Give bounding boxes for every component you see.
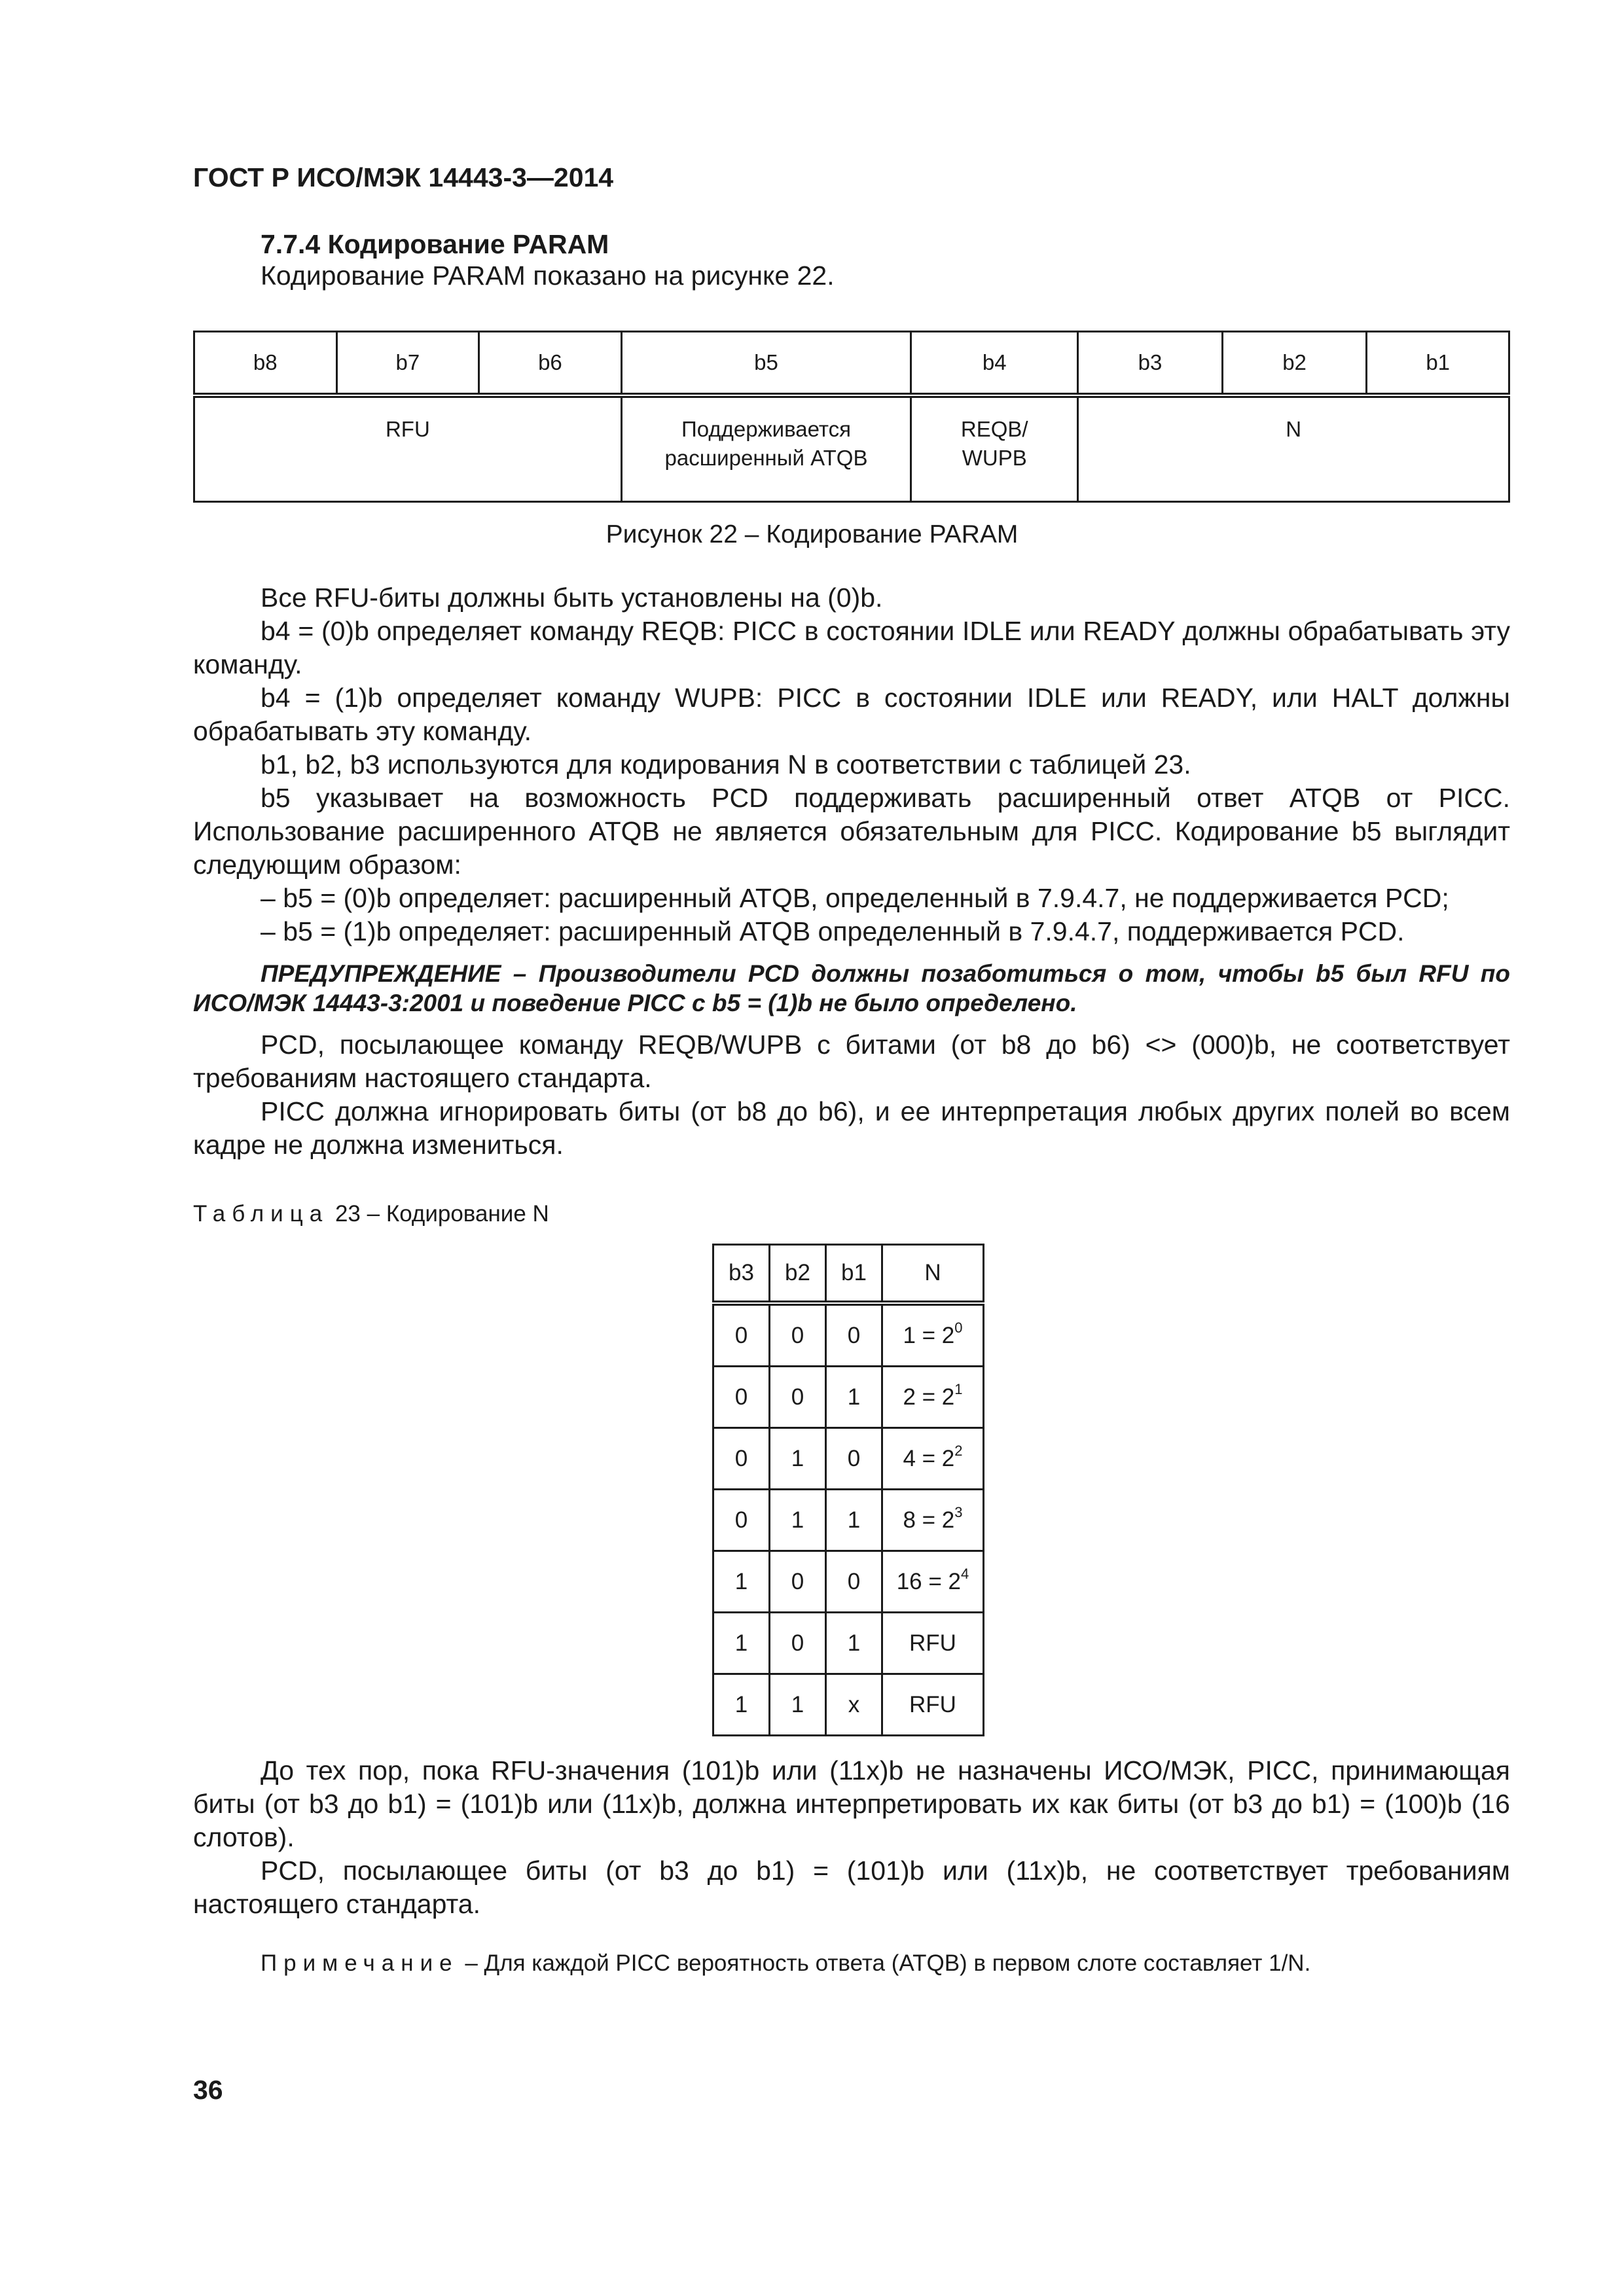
b4-cell xyxy=(911,395,1078,502)
n-exponent: 0 xyxy=(954,1319,963,1336)
cell-n xyxy=(882,1490,984,1551)
figure-caption: Рисунок 22 – Кодирование PARAM xyxy=(605,520,1019,548)
cell-b1: 1 xyxy=(826,1613,882,1674)
cell-b2: 0 xyxy=(770,1613,826,1674)
cell-b1: 1 xyxy=(826,1490,882,1551)
table-header-row xyxy=(713,1245,984,1304)
section-title: 7.7.4 Кодирование PARAM xyxy=(261,229,609,259)
cell-b3: 1 xyxy=(713,1613,770,1674)
table-caption-text: 23 – Кодирование N xyxy=(334,1201,549,1227)
cell-b3: 1 xyxy=(713,1674,770,1736)
header-cell-b3: b3 xyxy=(1078,332,1223,396)
n-exponent: 2 xyxy=(954,1442,963,1459)
n-exponent: 1 xyxy=(954,1380,963,1397)
param-coding-table xyxy=(193,331,1510,503)
paragraph: b4 = (1)b определяет команду WUPB: PICC в состоянии IDLE или READY, или HALT должны обрабатывать эту команду. xyxy=(193,683,1510,746)
header-cell-b4: b4 xyxy=(911,332,1078,396)
table-row xyxy=(713,1490,984,1551)
cell-b1: 1 xyxy=(826,1367,882,1428)
b5-line1: Поддерживается xyxy=(681,417,851,441)
cell-n: RFU xyxy=(882,1613,984,1674)
page-number: 36 xyxy=(193,2075,223,2105)
cell-b1: 0 xyxy=(826,1428,882,1490)
cell-b3: 1 xyxy=(713,1551,770,1613)
cell-b3: 0 xyxy=(713,1428,770,1490)
paragraph: До тех пор, пока RFU-значения (101)b или (11x)b не назначены ИСО/МЭК, PICC, принимающая биты (от b3 до b1) = (101)b или (11x)b, должна интерпретировать их как биты (от b3 до b1) = (100)b (16 слотов). xyxy=(193,1755,1510,1852)
cell-n xyxy=(882,1303,984,1367)
section-intro: Кодирование PARAM показано на рисунке 22. xyxy=(261,260,835,291)
cell-b3: 0 xyxy=(713,1303,770,1367)
n-exponent: 4 xyxy=(961,1565,969,1582)
cell-b2: 1 xyxy=(770,1674,826,1736)
paragraph: PCD, посылающее команду REQB/WUPB с битами (от b8 до b6) <> (000)b, не соответствует требованиям настоящего стандарта. xyxy=(193,1030,1510,1093)
header-cell-b1: b1 xyxy=(826,1245,882,1304)
header-cell-b2: b2 xyxy=(770,1245,826,1304)
table-row xyxy=(713,1551,984,1613)
cell-b1: x xyxy=(826,1674,882,1736)
header-cell-b7: b7 xyxy=(336,332,479,396)
header-cell-b2: b2 xyxy=(1222,332,1367,396)
cell-b1: 0 xyxy=(826,1551,882,1613)
b4-line1: REQB/ xyxy=(960,417,1028,441)
cell-n xyxy=(882,1428,984,1490)
b4-line2: WUPB xyxy=(962,446,1027,470)
n-value: 4 = 2 xyxy=(903,1445,955,1471)
dash-list-item: – b5 = (0)b определяет: расширенный ATQB, определенный в 7.9.4.7, не поддерживается PCD; xyxy=(261,883,1449,913)
header-cell-b8: b8 xyxy=(194,332,337,396)
table-caption xyxy=(193,1201,549,1227)
table-row xyxy=(713,1428,984,1490)
table-row xyxy=(713,1367,984,1428)
header-cell-b5: b5 xyxy=(621,332,911,396)
header-cell-n: N xyxy=(882,1245,984,1304)
document-header: ГОСТ Р ИСО/МЭК 14443-3—2014 xyxy=(193,162,614,192)
rfu-cell: RFU xyxy=(194,395,622,502)
table-caption-label: Таблица xyxy=(193,1201,329,1227)
body-text-block-2 xyxy=(193,1754,1510,1921)
table-row xyxy=(713,1303,984,1367)
cell-b2: 0 xyxy=(770,1367,826,1428)
paragraph: PCD, посылающее биты (от b3 до b1) = (101)b или (11x)b, не соответствует требованиям настоящего стандарта. xyxy=(193,1856,1510,1919)
cell-b2: 1 xyxy=(770,1428,826,1490)
n-value: 8 = 2 xyxy=(903,1507,955,1533)
cell-b2: 1 xyxy=(770,1490,826,1551)
dash-list-item: – b5 = (1)b определяет: расширенный ATQB определенный в 7.9.4.7, поддерживается PCD. xyxy=(261,916,1405,946)
table-row xyxy=(713,1674,984,1736)
cell-b3: 0 xyxy=(713,1490,770,1551)
cell-b3: 0 xyxy=(713,1367,770,1428)
body-text-block xyxy=(193,581,1510,1162)
n-value: 16 = 2 xyxy=(896,1568,962,1594)
note xyxy=(261,1950,1310,1977)
cell-b2: 0 xyxy=(770,1303,826,1367)
n-exponent: 3 xyxy=(954,1503,963,1520)
paragraph: PICC должна игнорировать биты (от b8 до b6), и ее интерпретация любых других полей во всем кадре не должна измениться. xyxy=(193,1096,1510,1160)
header-cell-b6: b6 xyxy=(479,332,622,396)
paragraph: b4 = (0)b определяет команду REQB: PICC в состоянии IDLE или READY должны обрабатывать эту команду. xyxy=(193,616,1510,679)
header-cell-b3: b3 xyxy=(713,1245,770,1304)
paragraph: Все RFU-биты должны быть установлены на (0)b. xyxy=(261,583,883,613)
n-coding-table xyxy=(712,1244,984,1736)
cell-n: RFU xyxy=(882,1674,984,1736)
n-cell: N xyxy=(1078,395,1509,502)
cell-b2: 0 xyxy=(770,1551,826,1613)
header-cell-b1: b1 xyxy=(1367,332,1509,396)
note-text: – Для каждой PICC вероятность ответа (ATQB) в первом слоте составляет 1/N. xyxy=(458,1950,1311,1976)
b5-cell xyxy=(621,395,911,502)
paragraph: b5 указывает на возможность PCD поддерживать расширенный ответ ATQB от PICC. Использование расширенного ATQB не является обязательным для PICC. Кодирование b5 выглядит следующим образом: xyxy=(193,783,1510,880)
paragraph: b1, b2, b3 используются для кодирования N в соответствии с таблицей 23. xyxy=(261,749,1191,780)
note-label: Примечание xyxy=(261,1950,459,1976)
n-value: 1 = 2 xyxy=(903,1322,955,1348)
n-value: 2 = 2 xyxy=(903,1384,955,1410)
cell-n xyxy=(882,1367,984,1428)
cell-b1: 0 xyxy=(826,1303,882,1367)
table-row xyxy=(194,395,1509,502)
table-row xyxy=(713,1613,984,1674)
b5-line2: расширенный ATQB xyxy=(664,446,868,470)
cell-n xyxy=(882,1551,984,1613)
table-header-row xyxy=(194,332,1509,396)
warning-text: ПРЕДУПРЕЖДЕНИЕ – Производители PCD должны позаботиться о том, чтобы b5 был RFU по ИСО/МЭК 14443-3:2001 и поведение PICC с b5 = (1)b не было определено. xyxy=(193,960,1510,1016)
